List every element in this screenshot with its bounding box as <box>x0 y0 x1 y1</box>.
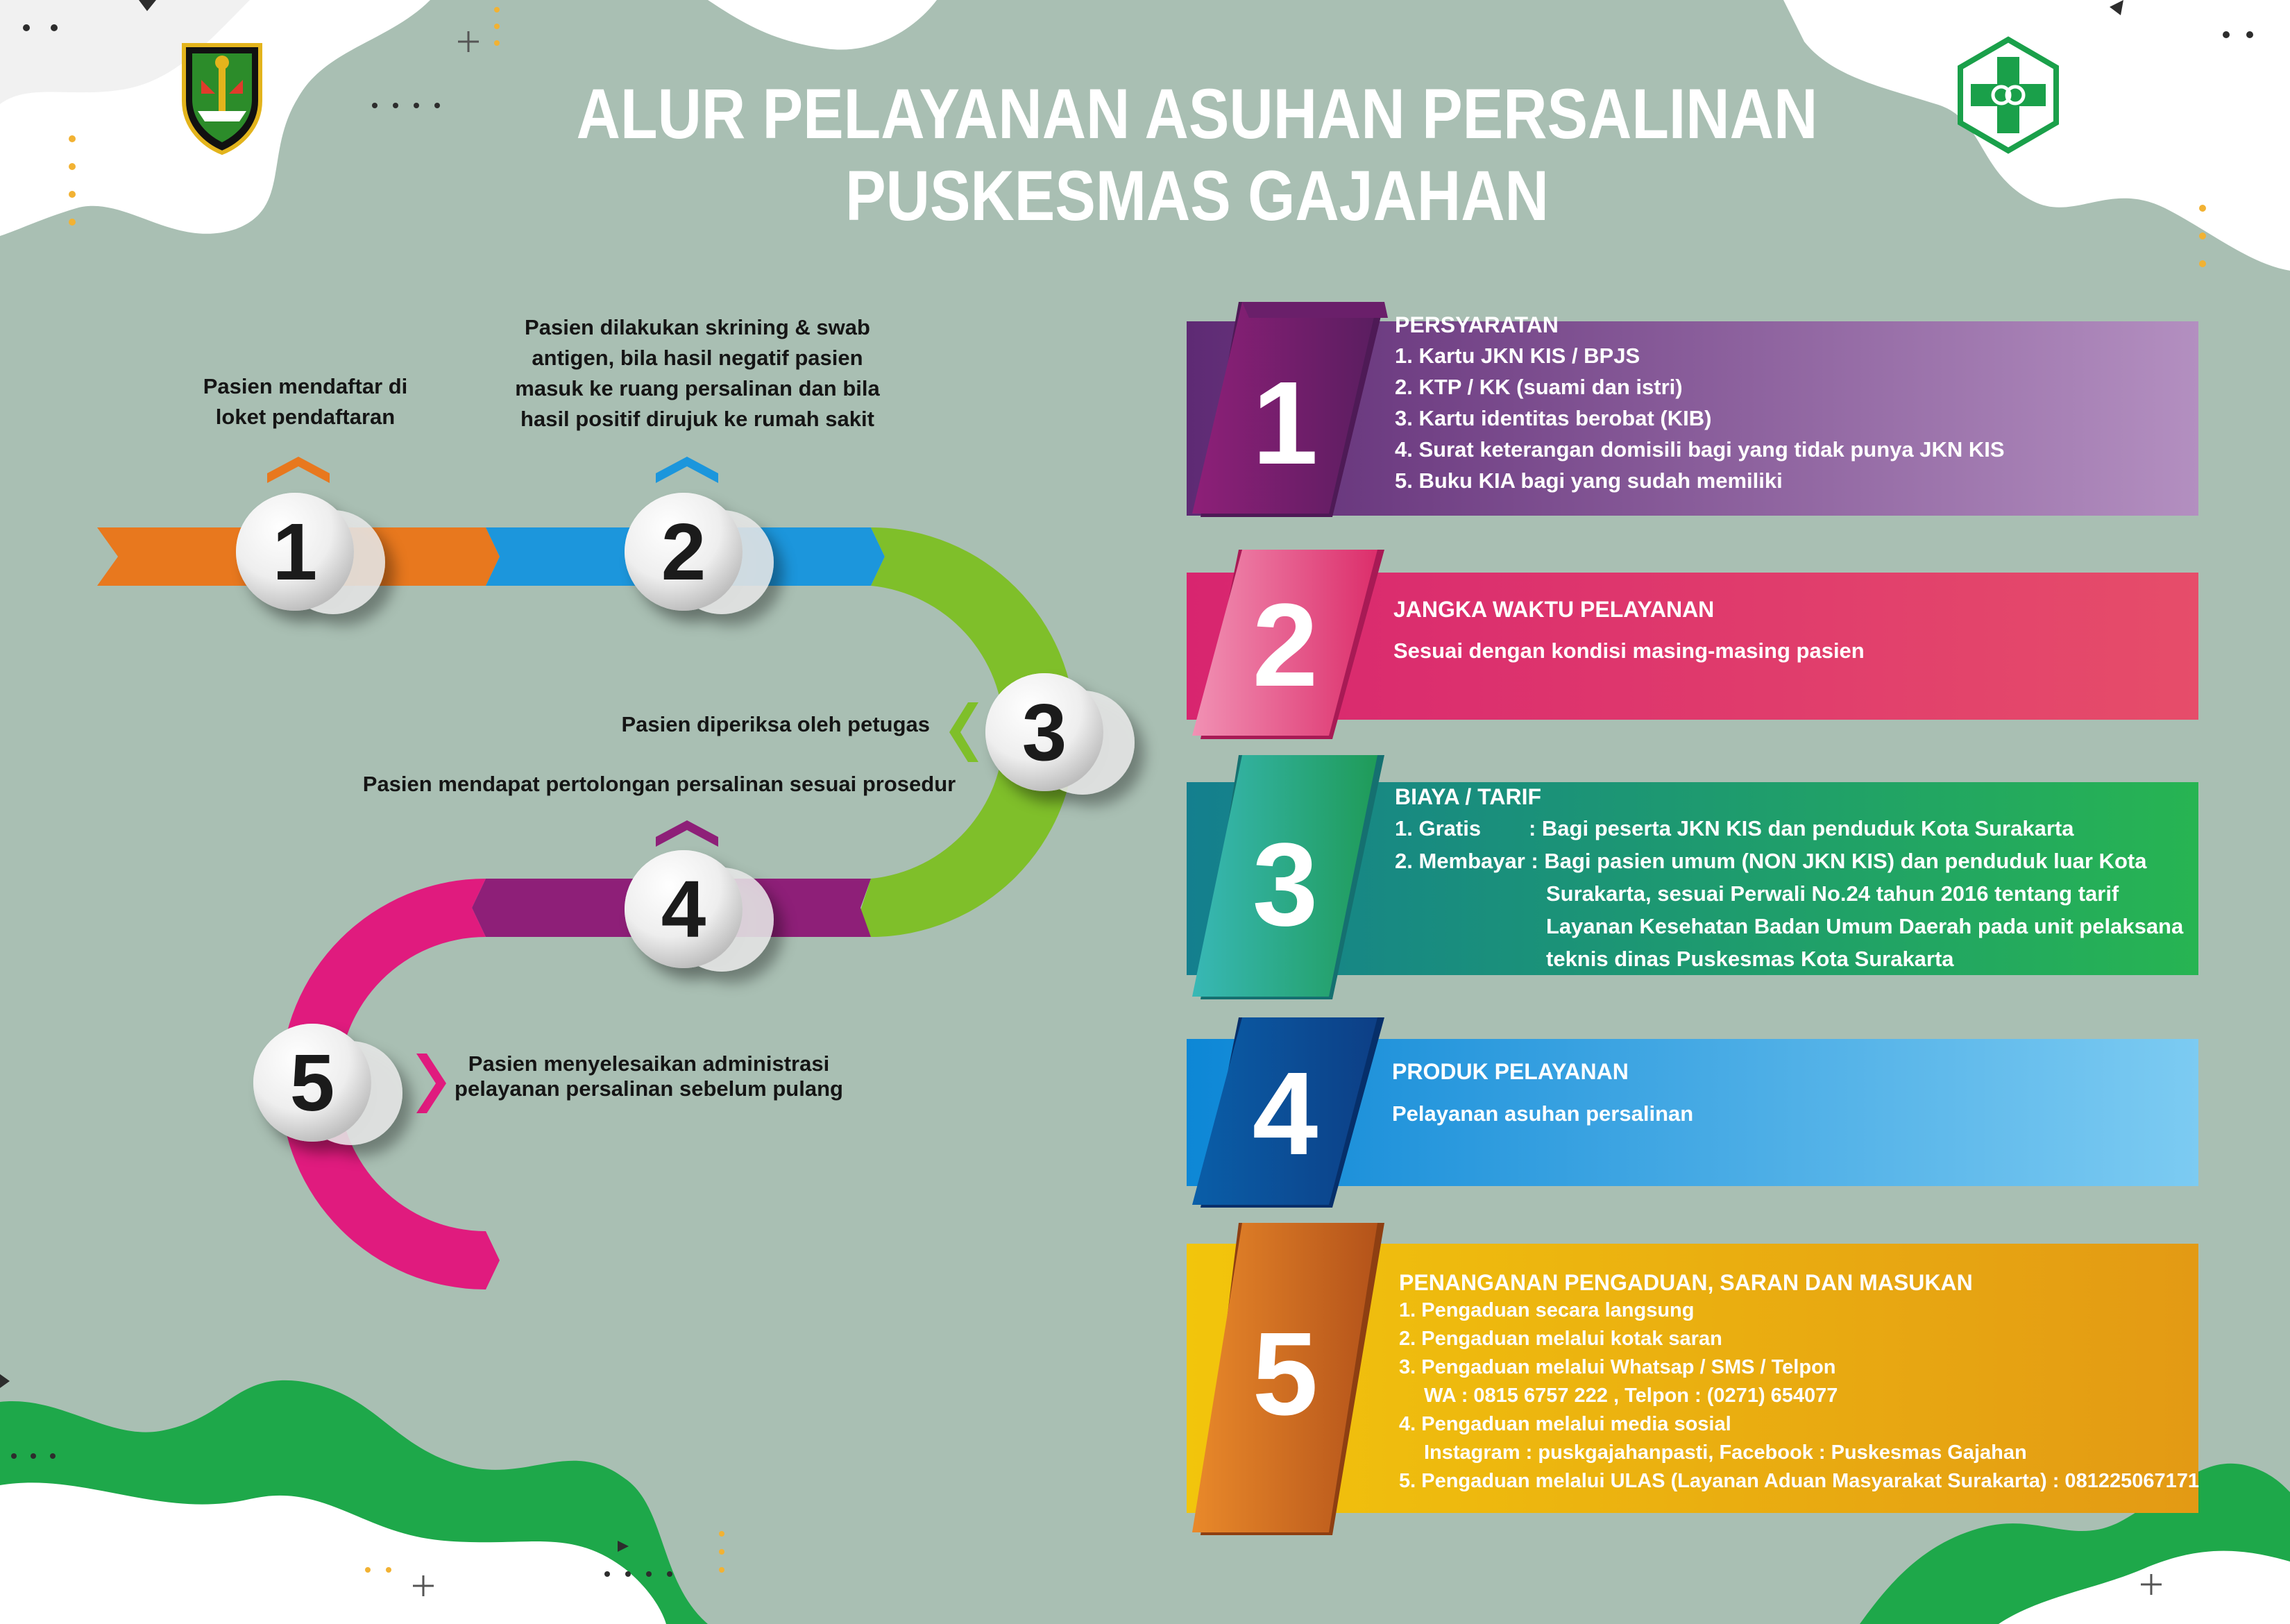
card-2-number: 2 <box>1252 580 1318 711</box>
card-5-number: 5 <box>1252 1308 1318 1440</box>
card-1-number: 1 <box>1252 357 1318 489</box>
card-3-number: 3 <box>1252 819 1318 951</box>
title-line-1: ALUR PELAYANAN ASUHAN PERSALINAN <box>576 74 1818 153</box>
step-1-number: 1 <box>272 507 318 597</box>
card-2-title: JANGKA WAKTU PELAYANAN <box>1393 597 1715 622</box>
card-3-body: 1. Gratis : Bagi peserta JKN KIS dan penduduk Kota Surakarta 2. Membayar : Bagi pasien umum (NON JKN KIS) dan penduduk luar Kota Surakarta, sesuai Perwali No.24 tahun 2016 tentang tarif Layanan Kesehatan Badan Umum Daerah pada unit pelaksana teknis dinas Puskesmas Kota Surakarta <box>1395 816 2184 971</box>
step-3-number: 3 <box>1021 687 1067 777</box>
step-4-number: 4 <box>661 864 706 954</box>
step-4-caption: Pasien mendapat pertolongan persalinan sesuai prosedur <box>362 772 956 796</box>
card-4-body: Pelayanan asuhan persalinan <box>1392 1101 1694 1126</box>
card-4-title: PRODUK PELAYANAN <box>1392 1059 1629 1084</box>
card-2-body: Sesuai dengan kondisi masing-masing pasien <box>1393 638 1865 663</box>
card-3-title: BIAYA / TARIF <box>1395 784 1541 809</box>
step-2-number: 2 <box>661 507 706 597</box>
card-1-title: PERSYARATAN <box>1395 312 1559 337</box>
step-3-caption: Pasien diperiksa oleh petugas <box>621 712 930 736</box>
step-5-number: 5 <box>289 1038 335 1128</box>
card-5-body: 1. Pengaduan secara langsung 2. Pengaduan melalui kotak saran 3. Pengaduan melalui Whatsap / SMS / Telpon WA : 0815 6757 222 , Telpon : (0271) 654077 4. Pengaduan melalui media sosial Instagram : puskgajahanpasti, Facebook : Puskesmas Gajahan 5. Pengaduan melalui ULAS (Layanan Aduan Masyarakat Surakarta) : 081225067171 <box>1399 1299 2199 1492</box>
card-4-number: 4 <box>1252 1048 1318 1180</box>
title-line-2: PUSKESMAS GAJAHAN <box>845 156 1549 235</box>
step-5-caption: Pasien menyelesaikan administrasi pelayanan persalinan sebelum pulang <box>455 1051 843 1101</box>
step-2-caption: Pasien dilakukan skrining & swab antigen, bila hasil negatif pasien masuk ke ruang persalinan dan bila hasil positif dirujuk ke rumah sakit <box>515 315 880 431</box>
card-1-body: 1. Kartu JKN KIS / BPJS 2. KTP / KK (suami dan istri) 3. Kartu identitas berobat (KIB) 4. Surat keterangan domisili bagi yang tidak punya JKN KIS 5. Buku KIA bagi yang sudah memiliki <box>1395 344 2005 493</box>
card-5-title: PENANGANAN PENGADUAN, SARAN DAN MASUKAN <box>1399 1270 1973 1295</box>
step-1-caption: Pasien mendaftar di loket pendaftaran <box>203 374 408 429</box>
